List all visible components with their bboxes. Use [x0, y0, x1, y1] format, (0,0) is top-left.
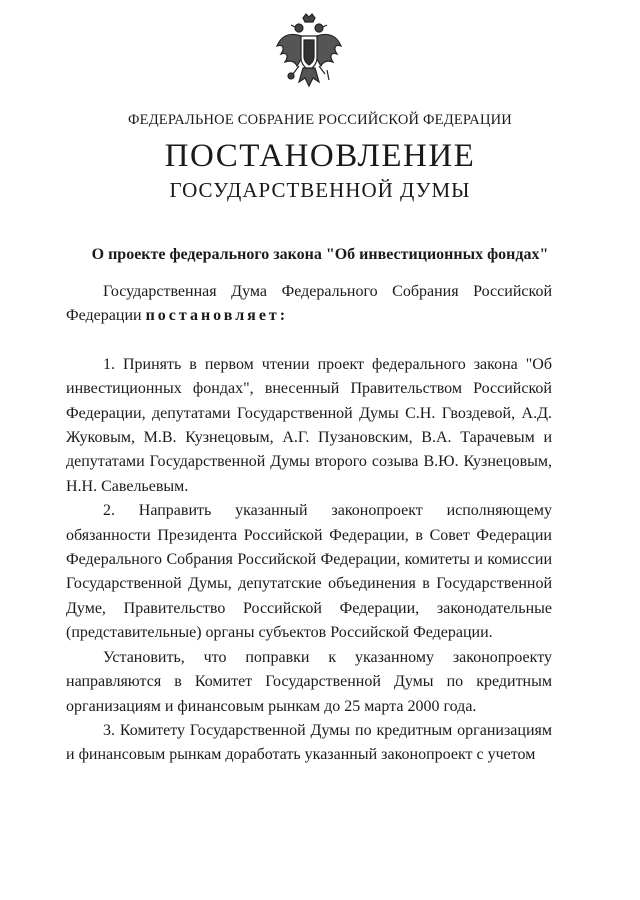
paragraph-3: 3. Комитету Государственной Думы по кредитным организациям и финансовым рынкам доработать указанный законопроект с учетом [66, 721, 552, 764]
preamble-text: Государственная Дума Федерального Собрания Российской Федерации [66, 283, 552, 325]
document-subject: О проекте федерального закона "Об инвестиционных фондах" [91, 246, 549, 263]
paragraph-2: 2. Направить указанный законопроект исполняющему обязанности Президента Российской Федерации, в Совет Федерации Федерального Собрания Российской Федерации, комитеты и комиссии Государственной Думы, депутатские объединения в Государственной Думе, Правительство Российской Федерации, законодательные (представительные) органы субъектов Российской Федерации. [66, 502, 552, 642]
organization-name: ФЕДЕРАЛЬНОЕ СОБРАНИЕ РОССИЙСКОЙ ФЕДЕРАЦИИ [128, 112, 512, 128]
preamble [66, 280, 552, 329]
paragraph-2-amendments: Установить, что поправки к указанному законопроекту направляются в Комитет Государственной Думы по кредитным организациям и финансовым рынкам до 25 марта 2000 года. [66, 648, 552, 715]
document-title: ПОСТАНОВЛЕНИЕ [164, 138, 476, 174]
emblem-icon [275, 12, 343, 90]
paragraph-1: 1. Принять в первом чтении проект федерального закона "Об инвестиционных фондах", внесенный Правительством Российской Федерации, депутатами Государственной Думы С.Н. Гвоздевой, А.Д. Жуковым, М.В. Кузнецовым, А.Г. Пузановским, В.А. Тарачевым и депутатами Государственной Думы второго созыва В.Ю. Кузнецовым, Н.Н. Савельевым. [66, 355, 552, 495]
preamble-verb: постановляет: [145, 307, 289, 325]
document-subtitle: ГОСУДАРСТВЕННОЙ ДУМЫ [169, 178, 471, 202]
document-body [66, 280, 552, 768]
